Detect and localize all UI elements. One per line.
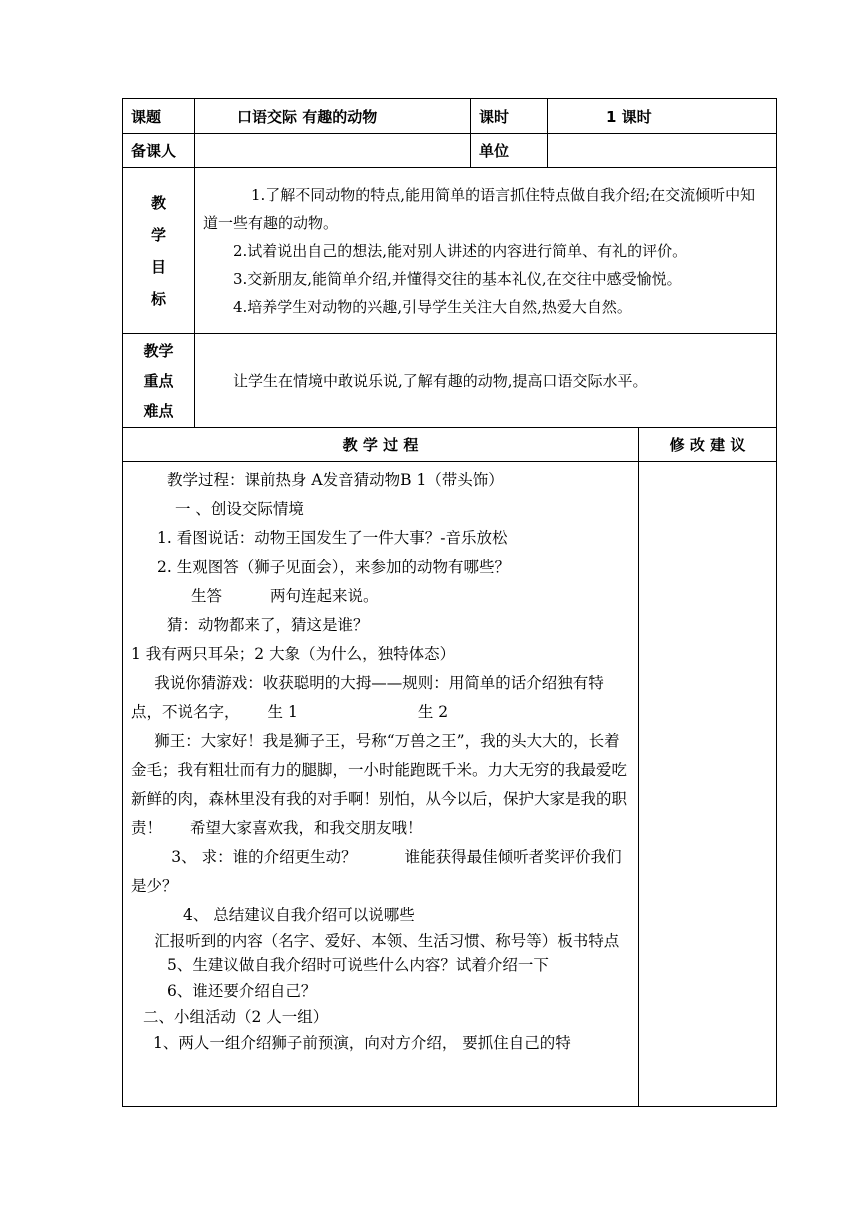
- process-text: 希望大家喜欢我，和我交朋友哦！: [190, 819, 423, 837]
- process-text: 谁能获得最佳倾听者奖评价我们是少？: [131, 848, 622, 895]
- process-line: 4、 总结建议自我介绍可以说哪些: [183, 906, 415, 924]
- process-line: [131, 669, 630, 727]
- lesson-plan-table: [122, 98, 777, 1107]
- process-line: 教学过程：课前热身 A发音猜动物B 1（带头饰）: [167, 471, 504, 489]
- topic-value: 口语交际 有趣的动物: [195, 99, 471, 134]
- process-header: 教 学 过 程: [123, 428, 639, 462]
- difficulty-label-line: 教学: [143, 341, 174, 360]
- preparer-value: [195, 134, 471, 168]
- topic-label: 课题: [123, 99, 195, 134]
- process-line: 汇报听到的内容（名字、爱好、本领、生活习惯、称号等）板书特点: [154, 932, 620, 950]
- suggest-content: [639, 462, 777, 1107]
- unit-label: 单位: [471, 134, 548, 168]
- process-line: [131, 582, 630, 611]
- process-line: 5、生建议做自我介绍时可说些什么内容？试着介绍一下: [167, 956, 549, 974]
- goal-item: 4.培养学生对动物的兴趣,引导学生关注大自然,热爱大自然。: [233, 297, 632, 316]
- difficulty-label-line: 难点: [143, 401, 174, 420]
- process-line: 一 、创设交际情境: [175, 500, 304, 518]
- goal-item: 2.试着说出自己的想法,能对别人讲述的内容进行简单、有礼的评价。: [233, 241, 688, 260]
- process-content: [123, 462, 639, 1107]
- period-value: 1 课时: [548, 99, 777, 134]
- process-line: 1 我有两只耳朵；2 大象（为什么，独特体态）: [131, 645, 456, 663]
- goal-item: 3.交新朋友,能简单介绍,并懂得交往的基本礼仪,在交往中感受愉悦。: [233, 269, 682, 288]
- process-line: 1. 看图说话：动物王国发生了一件大事？-音乐放松: [157, 529, 508, 547]
- process-line: 二、小组活动（2 人一组）: [143, 1008, 329, 1026]
- process-text: 生 2: [417, 703, 449, 721]
- process-line: 6、谁还要介绍自己？: [167, 982, 317, 1000]
- process-line: [131, 727, 630, 843]
- unit-value: [548, 134, 777, 168]
- process-text: 生答: [191, 587, 223, 605]
- process-line: 1、两人一组介绍狮子前预演，向对方介绍， 要抓住自己的特: [153, 1034, 571, 1052]
- goals-label-char: 教: [150, 193, 166, 212]
- process-text: 两句连起来说。: [270, 587, 379, 605]
- process-line: [131, 843, 630, 901]
- goals-label-char: 标: [150, 289, 166, 308]
- goals-label-char: 学: [150, 225, 166, 244]
- process-text: 狮王：大家好！我是狮子王，号称“万兽之王”，我的头大大的，长着金毛；我有粗壮而有力的腿脚，一小时能跑既千米。力大无穷的我最爱吃新鲜的肉，森林里没有我的对手啊！别怕，从今以后，保护大家是我的职责！: [131, 732, 628, 837]
- goals-label-char: 目: [150, 257, 166, 276]
- goals-label: [123, 168, 195, 334]
- process-text: 我说你猜游戏：收获聪明的大拇——规则：用简单的话介绍独有特点，不说名字，: [131, 674, 604, 721]
- process-text: 生 1: [267, 703, 298, 721]
- process-line: 2. 生观图答（狮子见面会），来参加的动物有哪些？: [157, 558, 510, 576]
- goal-item: 1.了解不同动物的特点,能用简单的语言抓住特点做自我介绍;在交流倾听中知道一些有趣的动物。: [203, 185, 756, 232]
- difficulty-text: 让学生在情境中敢说乐说,了解有趣的动物,提高口语交际水平。: [195, 334, 777, 428]
- process-line: 猜：动物都来了，猜这是谁？: [167, 616, 369, 634]
- process-text: 3、 求：谁的介绍更生动？: [171, 848, 357, 866]
- goals-content: [195, 168, 777, 334]
- suggest-header: 修 改 建 议: [639, 428, 777, 462]
- difficulty-label-line: 重点: [143, 371, 174, 390]
- difficulty-label: [123, 334, 195, 428]
- period-label: 课时: [471, 99, 548, 134]
- preparer-label: 备课人: [123, 134, 195, 168]
